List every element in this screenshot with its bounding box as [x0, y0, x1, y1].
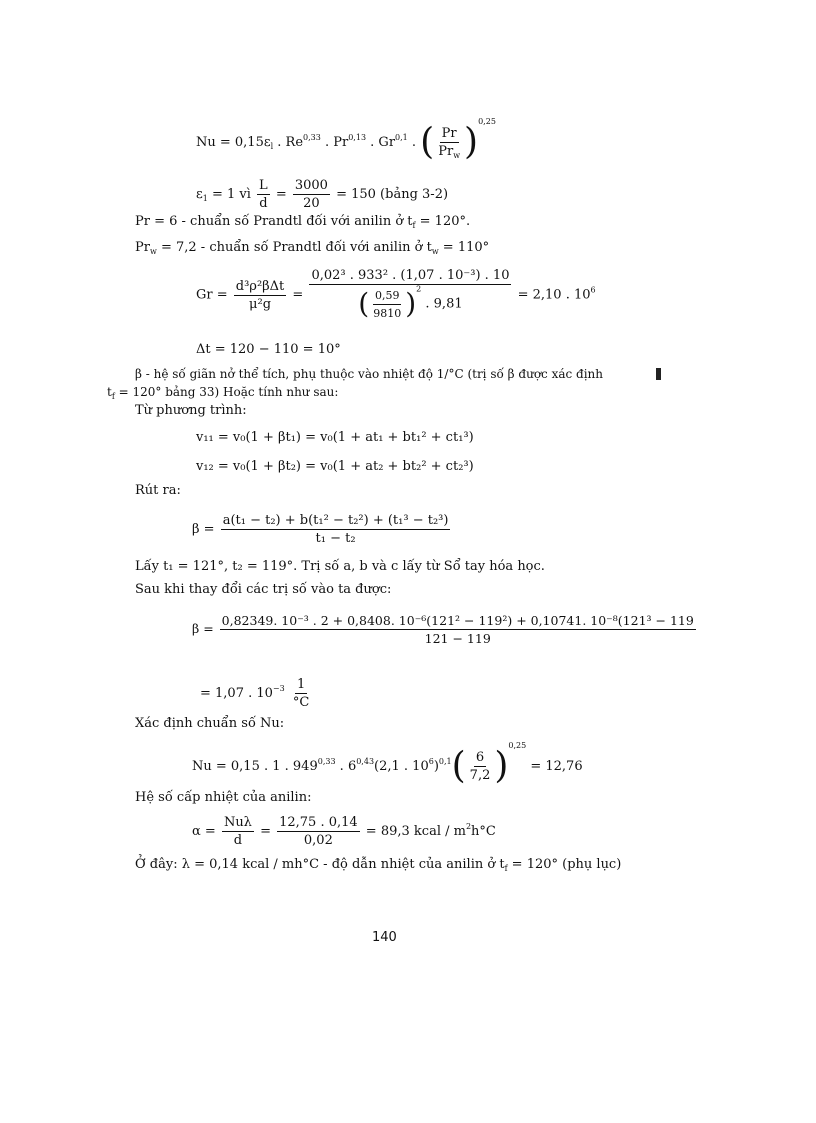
- grashof-formula: Gr = $\frac{\text{d³ρ²βΔt}}{\text{μ²g}}$ = 0,02³ . 933² . (1,07 . 10⁻³) . 10 ( $\frac{0,59}{9810}$ )$^2$ . 9,81 = 2,10 . $10^6$: [196, 268, 596, 320]
- prw-definition: $Pr_w = 7,2$ - chuẩn số Prandtl đối với anilin ở $t_w = 110^\circ$: [135, 240, 490, 256]
- take-temperatures: Lấy t₁ = 121°, t₂ = 119°. Trị số a, b và c lấy từ Sổ tay hóa học.: [135, 559, 545, 574]
- derive-label: Rút ra:: [135, 483, 181, 498]
- heat-coefficient-label: Hệ số cấp nhiệt của anilin:: [135, 790, 312, 805]
- beta-result: = 1,07 . $10^{-3}$ $\frac{1}{^\circ C}$: [200, 677, 310, 710]
- pr-definition: Pr = 6 - chuẩn số Prandtl đối với anilin ở $t_f = 120^\circ$.: [135, 214, 471, 230]
- nusselt-formula: $Nu = 0,15\varepsilon_l$ . Re$^{0,33}$ . Pr$^{0,13}$ . Gr$^{0,1}$ . ( $\frac{Pr}{Pr_w}$ )$^{0,25}$: [196, 117, 496, 163]
- vt2-equation: v₁₂ = v₀(1 + βt₂) = v₀(1 + at₂ + bt₂² + ct₂³): [196, 459, 474, 474]
- determine-nu-label: Xác định chuẩn số Nu:: [135, 716, 285, 731]
- scan-edge-mark: [656, 368, 661, 380]
- epsilon-formula: $\varepsilon_1 = 1$ vì $\frac{L}{d}$ = $\frac{3000}{20}$ = 150 (bảng 3-2): [196, 178, 449, 211]
- after-substitution: Sau khi thay đổi các trị số vào ta được:: [135, 582, 392, 597]
- page-number: 140: [372, 930, 397, 945]
- nu-calculation: Nu = 0,15 . 1 . 949$^{0,33}$ . 6$^{0,43}$(2,1 . $10^6)^{0,1}$( $\frac{6}{7,2}$ )$^{0,25}$ = 12,76: [192, 741, 583, 787]
- alpha-formula: α = $\frac{\text{Nuλ}}{d}$ = $\frac{12,75 . 0,14}{0,02}$ = 89,3 kcal / $m^2h^\circ C$: [192, 815, 496, 848]
- beta-description-cont: $t_f = 120^\circ$ bảng 33) Hoặc tính như sau:: [107, 385, 339, 401]
- from-equation-label: Từ phương trình:: [135, 403, 247, 418]
- vt1-equation: v₁₁ = v₀(1 + βt₁) = v₀(1 + at₁ + bt₁² + ct₁³): [196, 430, 474, 445]
- here-lambda-note: Ở đây: λ = 0,14 kcal / mh°C - độ dẫn nhiệt của anilin ở $t_f = 120^\circ$ (phụ lục): [135, 857, 622, 873]
- beta-description: β - hệ số giãn nở thể tích, phụ thuộc vào nhiệt độ 1/°C (trị số β được xác định: [135, 367, 604, 381]
- delta-t: Δt = 120 − 110 = 10°: [196, 342, 341, 357]
- beta-formula: β = $\frac{\text{a(t₁ − t₂) + b(t₁² − t₂²) + (t₁³ − t₂³)}}{\text{t₁ − t₂}}$: [192, 513, 449, 546]
- beta-calculation: β = 0,82349. 10⁻³ . 2 + 0,8408. 10⁻⁶(121² − 119²) + 0,10741. 10⁻⁸(121³ − 119 121 − 119: [192, 613, 694, 646]
